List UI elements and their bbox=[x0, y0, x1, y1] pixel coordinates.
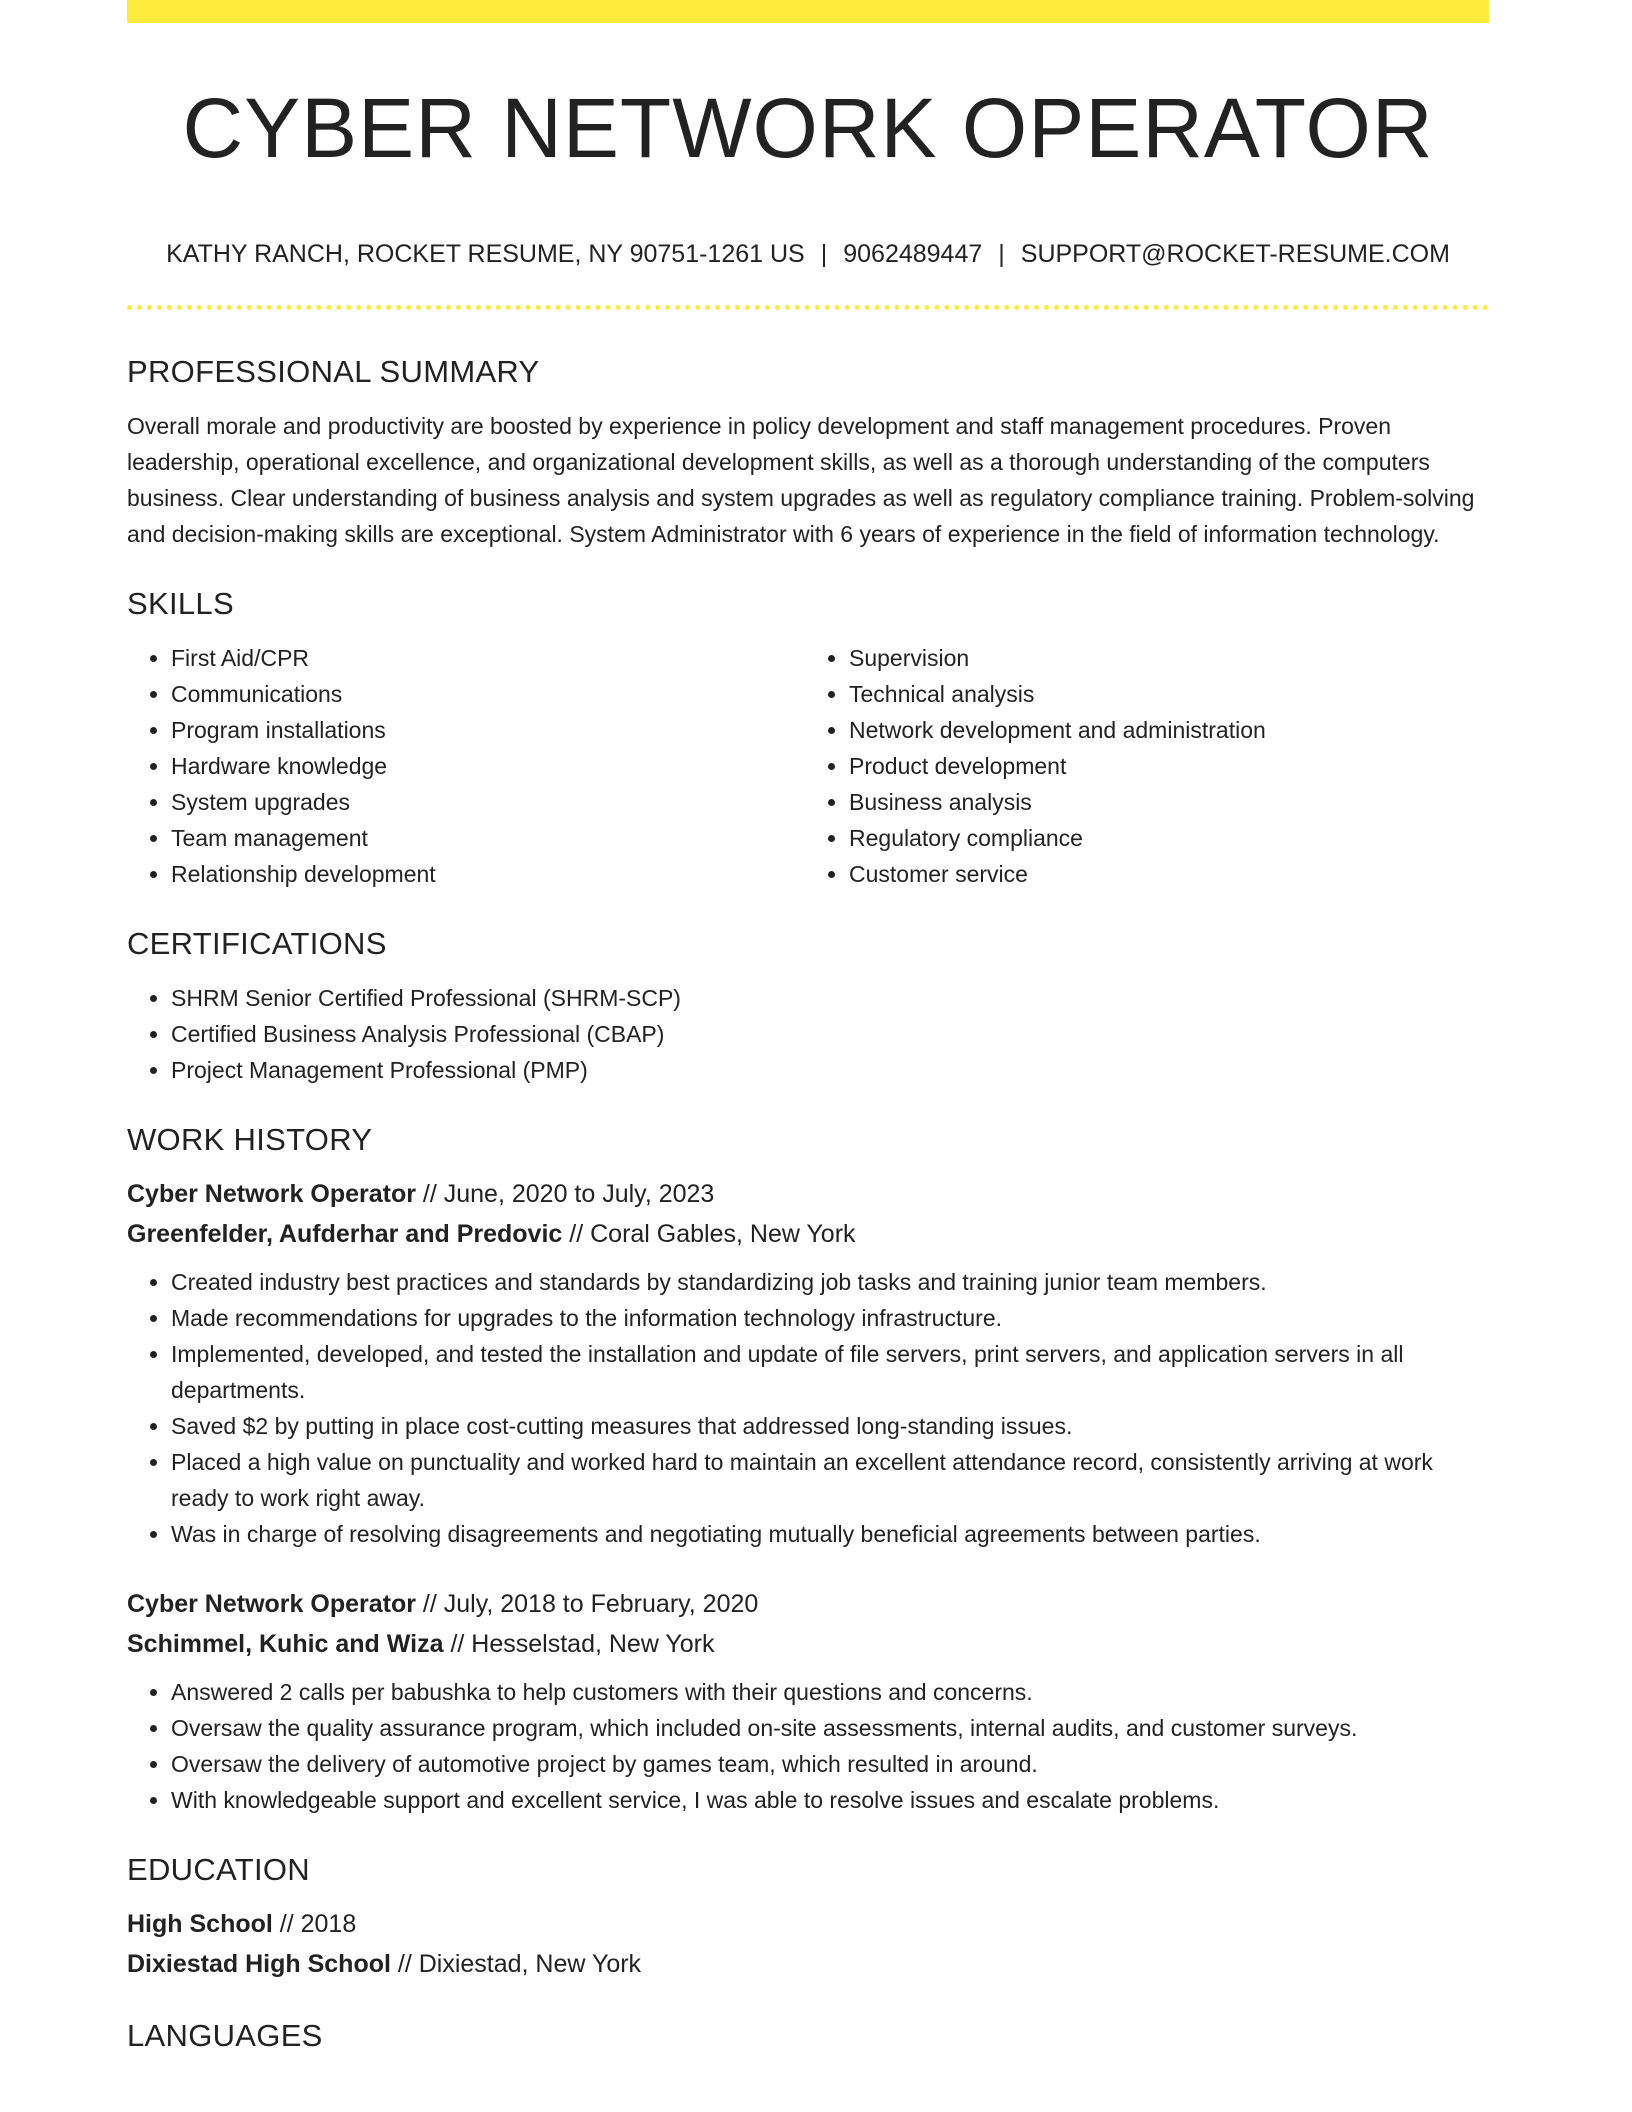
skill-item: • Program installations bbox=[171, 712, 805, 748]
skills-columns bbox=[127, 640, 1489, 892]
certification-item: • Project Management Professional (PMP) bbox=[171, 1052, 1489, 1088]
separator: | bbox=[820, 240, 828, 268]
education-entry bbox=[127, 1904, 1489, 1984]
phone: 9062489447 bbox=[843, 240, 983, 268]
education-school: Dixiestad High School bbox=[127, 1950, 391, 1978]
skill-item: • Relationship development bbox=[171, 856, 805, 892]
job-bullet: • Created industry best practices and standards by standardizing job tasks and training junior team members. bbox=[171, 1264, 1489, 1300]
skill-item: • Network development and administration bbox=[849, 712, 1433, 748]
certifications-section bbox=[127, 922, 1489, 1088]
job-dates: // June, 2020 to July, 2023 bbox=[415, 1180, 715, 1208]
certification-item: • SHRM Senior Certified Professional (SHRM-SCP) bbox=[171, 980, 1489, 1016]
job-bullet: • Answered 2 calls per babushka to help customers with their questions and concerns. bbox=[171, 1674, 1489, 1710]
section-heading: SKILLS bbox=[127, 586, 234, 621]
job-company-line bbox=[127, 1624, 1489, 1664]
section-heading: WORK HISTORY bbox=[127, 1122, 373, 1157]
skill-item: • Business analysis bbox=[849, 784, 1433, 820]
contact-line bbox=[127, 236, 1489, 272]
job-dates: // July, 2018 to February, 2020 bbox=[415, 1590, 759, 1618]
skill-item: • First Aid/CPR bbox=[171, 640, 805, 676]
certifications-list bbox=[127, 980, 1489, 1088]
skill-item: • Technical analysis bbox=[849, 676, 1433, 712]
job-title-line bbox=[127, 1584, 1489, 1624]
job-bullet: • Oversaw the delivery of automotive project by games team, which resulted in around. bbox=[171, 1746, 1489, 1782]
languages-section bbox=[127, 2014, 1489, 2058]
skill-item: • Team management bbox=[171, 820, 805, 856]
skills-section bbox=[127, 582, 1489, 892]
section-heading: EDUCATION bbox=[127, 1852, 310, 1887]
job-title-line bbox=[127, 1174, 1489, 1214]
skill-item: • Communications bbox=[171, 676, 805, 712]
summary-text: Overall morale and productivity are boosted by experience in policy development and staff management procedures. Proven leadership, operational excellence, and organizational development skills, as well as a thorough understanding of the computers business. Clear understanding of business analysis and system upgrades as well as regulatory compliance training. Problem-solving and decision-making skills are exceptional. System Administrator with 6 years of experience in the field of information technology. bbox=[127, 413, 1475, 547]
skills-left-list bbox=[127, 640, 805, 892]
certification-item: • Certified Business Analysis Professional (CBAP) bbox=[171, 1016, 1489, 1052]
education-location: // Dixiestad, New York bbox=[390, 1950, 642, 1978]
accent-bar bbox=[127, 0, 1489, 23]
job-bullets bbox=[127, 1674, 1489, 1818]
separator: | bbox=[998, 240, 1005, 268]
skill-item: • Supervision bbox=[849, 640, 1433, 676]
job-bullet: • Oversaw the quality assurance program, which included on-site assessments, internal audits, and customer surveys. bbox=[171, 1710, 1489, 1746]
email: SUPPORT@ROCKET-RESUME.COM bbox=[1020, 240, 1450, 268]
job-location: // Hesselstad, New York bbox=[443, 1630, 715, 1658]
skill-item: • Customer service bbox=[849, 856, 1433, 892]
section-heading: CERTIFICATIONS bbox=[127, 926, 387, 961]
summary-section bbox=[127, 350, 1489, 552]
job-company: Schimmel, Kuhic and Wiza bbox=[127, 1630, 444, 1658]
job-company: Greenfelder, Aufderhar and Predovic bbox=[127, 1220, 563, 1248]
job-location: // Coral Gables, New York bbox=[562, 1220, 856, 1248]
skill-item: • System upgrades bbox=[171, 784, 805, 820]
job-role: Cyber Network Operator bbox=[127, 1590, 416, 1618]
job-bullet: • Was in charge of resolving disagreements and negotiating mutually beneficial agreements between parties. bbox=[171, 1516, 1489, 1552]
job-bullet: • Saved $2 by putting in place cost-cutting measures that addressed long-standing issues. bbox=[171, 1408, 1489, 1444]
job-company-line bbox=[127, 1214, 1489, 1254]
education-degree-line bbox=[127, 1904, 1489, 1944]
education-year: // 2018 bbox=[272, 1910, 357, 1938]
job-bullet: • Implemented, developed, and tested the installation and update of file servers, print servers, and application servers in all departments. bbox=[171, 1336, 1489, 1408]
education-degree: High School bbox=[127, 1910, 273, 1938]
job-bullets bbox=[127, 1264, 1489, 1552]
skill-item: • Product development bbox=[849, 748, 1433, 784]
dotted-divider bbox=[127, 305, 1489, 310]
resume-content bbox=[127, 350, 1489, 2058]
resume-title: CYBER NETWORK OPERATOR bbox=[182, 81, 1434, 175]
job-role: Cyber Network Operator bbox=[127, 1180, 416, 1208]
job-header bbox=[127, 1174, 1489, 1254]
address: KATHY RANCH, ROCKET RESUME, NY 90751-1261 US bbox=[166, 240, 805, 268]
skills-right-list bbox=[805, 640, 1433, 892]
work-history-section bbox=[127, 1118, 1489, 1818]
education-section bbox=[127, 1848, 1489, 1984]
education-school-line bbox=[127, 1944, 1489, 1984]
skill-item: • Hardware knowledge bbox=[171, 748, 805, 784]
skill-item: • Regulatory compliance bbox=[849, 820, 1433, 856]
job-bullet: • Placed a high value on punctuality and worked hard to maintain an excellent attendance record, consistently arriving at work ready to work right away. bbox=[171, 1444, 1489, 1516]
job-header bbox=[127, 1584, 1489, 1664]
section-heading: LANGUAGES bbox=[127, 2018, 323, 2053]
job-bullet: • Made recommendations for upgrades to the information technology infrastructure. bbox=[171, 1300, 1489, 1336]
section-heading: PROFESSIONAL SUMMARY bbox=[127, 354, 540, 389]
job-bullet: • With knowledgeable support and excellent service, I was able to resolve issues and escalate problems. bbox=[171, 1782, 1489, 1818]
